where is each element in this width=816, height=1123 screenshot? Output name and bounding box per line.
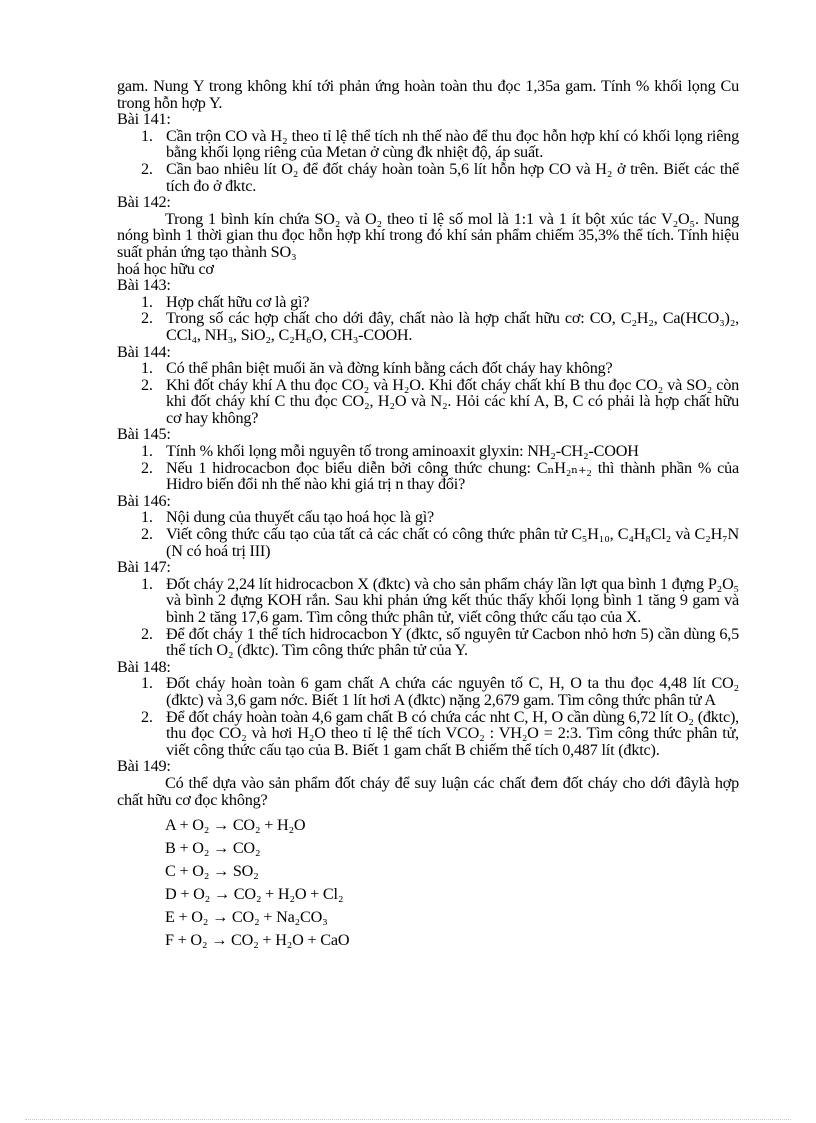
problem-144-item-1 — [117, 360, 739, 377]
problem-147-list — [117, 576, 739, 659]
problem-145-list — [117, 443, 739, 493]
item-number: 1. — [141, 674, 153, 693]
document-page — [117, 78, 739, 952]
item-number: 1. — [141, 442, 153, 461]
problem-141-title: Bài 141: — [117, 110, 171, 129]
item-text: Để đốt cháy hoàn toàn 4,6 gam chất B có chứa các nht C, H, O cần dùng 6,72 lít O₂ (đktc), thu đọc CO₂ và hơi H₂O theo tỉ lệ thể tích VCO₂ : VH₂O = 2:3. Tìm công thức phân tử, viết công thức cấu tạo của B. Biết 1 gam chất B chiếm thể tích 0,487 lít (đktc). — [166, 707, 739, 759]
problem-141-item-1 — [117, 128, 739, 161]
problem-144-list — [117, 360, 739, 426]
item-number: 2. — [141, 309, 153, 328]
equation: C + O₂ → SO₂ — [165, 862, 259, 881]
problem-145-title: Bài 145: — [117, 425, 171, 444]
item-number: 1. — [141, 574, 153, 593]
problem-148-title: Bài 148: — [117, 657, 171, 676]
item-text: Trong số các hợp chất cho dới đây, chất nào là hợp chất hữu cơ: CO, C₂H₂, Ca(HCO₃)₂, CCl₄, NH₃, SiO₂, C₂H₆O, CH₃-COOH. — [166, 309, 739, 344]
problem-141-item-2 — [117, 161, 739, 194]
item-text: Nội dung của thuyết cấu tạo hoá học là gì? — [166, 508, 435, 527]
item-number: 1. — [141, 126, 153, 145]
section-heading: hoá học hữu cơ — [117, 259, 214, 278]
item-text: Để đốt cháy 1 thể tích hidrocacbon Y (đktc, số nguyên tử Cacbon nhỏ hơn 5) cần dùng 6,5 thể tích O₂ (đktc). Tìm công thức phân tử của Y. — [166, 624, 739, 660]
problem-145-item-2 — [117, 460, 739, 493]
problem-142-text: Trong 1 bình kín chứa SO₂ và O₂ theo tỉ lệ số mol là 1:1 và 1 ít bột xúc tác V₂O₅. Nung nóng bình 1 thời gian thu đọc hỗn hợp khí trong đó khí sản phẩm chiếm 35,3% thể tích. Tính hiệu suất phản ứng tạo thành SO₃ — [117, 209, 739, 261]
equation-list — [117, 814, 739, 952]
problem-144-item-2 — [117, 377, 739, 427]
problem-145-item-1 — [117, 443, 739, 460]
item-number: 2. — [141, 624, 153, 643]
item-text: Cần bao nhiêu lít O₂ để đốt cháy hoàn toàn 5,6 lít hỗn hợp CO và H₂ ở trên. Biết các thể tích đo ở đktc. — [166, 159, 739, 195]
item-text: Hợp chất hữu cơ là gì? — [166, 292, 310, 311]
item-text: Khi đốt cháy khí A thu đọc CO₂ và H₂O. Khi đốt cháy chất khí B thu đọc CO₂ và SO₂ còn khi đốt cháy khí C thu đọc CO₂, H₂O và N₂. Hỏi các khí A, B, C có phải là hợp chất hữu cơ hay không? — [166, 375, 739, 427]
item-number: 2. — [141, 159, 153, 178]
item-number: 2. — [141, 375, 153, 394]
problem-141-list — [117, 128, 739, 194]
problem-147-item-2 — [117, 626, 739, 659]
item-text: Cần trộn CO và H₂ theo tỉ lệ thể tích nh thế nào để thu đọc hỗn hợp khí có khối lọng riêng bằng khối lọng riêng của Metan ở cùng đk nhiệt độ, áp suất. — [166, 126, 739, 162]
problem-149-text: Có thể dựa vào sản phẩm đốt cháy để suy luận các chất đem đốt cháy cho dới đâylà hợp chất hữu cơ đọc không? — [117, 773, 739, 809]
item-text: Nếu 1 hidrocacbon đọc biểu diễn bởi công thức chung: CₙH₂ₙ₊₂ thì thành phần % của Hidro biến đổi nh thế nào khi giá trị n thay đổi? — [166, 458, 739, 494]
problem-148-list — [117, 675, 739, 758]
item-text: Viết công thức cấu tạo của tất cả các chất có công thức phân tử C₅H₁₀, C₄H₈Cl₂ và C₂H₇N (N có hoá trị III) — [166, 525, 739, 560]
equation: E + O₂ → CO₂ + Na₂CO₃ — [165, 908, 328, 927]
problem-147-item-1 — [117, 576, 739, 626]
item-number: 2. — [141, 525, 153, 544]
item-number: 2. — [141, 707, 153, 726]
problem-146-item-1 — [117, 509, 739, 526]
problem-143-list — [117, 294, 739, 344]
problem-147-title: Bài 147: — [117, 558, 171, 577]
intro-paragraph: gam. Nung Y trong không khí tới phản ứng hoàn toàn thu đọc 1,35a gam. Tính % khối lọng Cu trong hỗn hợp Y. — [117, 77, 739, 112]
item-text: Có thể phân biệt muối ăn và đờng kính bằng cách đốt cháy hay không? — [166, 359, 613, 378]
problem-144-title: Bài 144: — [117, 342, 171, 361]
item-text: Tính % khối lọng mỗi nguyên tố trong aminoaxit glyxin: NH₂-CH₂-COOH — [166, 442, 639, 461]
equation: A + O₂ → CO₂ + H₂O — [165, 816, 306, 835]
problem-143-title: Bài 143: — [117, 276, 171, 295]
problem-142-title: Bài 142: — [117, 193, 171, 212]
problem-146-item-2 — [117, 526, 739, 559]
problem-148-item-2 — [117, 709, 739, 759]
item-text: Đốt cháy hoàn toàn 6 gam chất A chứa các nguyên tố C, H, O ta thu đọc 4,48 lít CO₂ (đktc) và 3,6 gam nớc. Biết 1 lít hơi A (đktc) nặng 2,679 gam. Tìm công thức phân tử A — [166, 674, 739, 709]
item-number: 1. — [141, 359, 153, 378]
problem-146-list — [117, 509, 739, 559]
problem-143-item-2 — [117, 310, 739, 343]
item-number: 1. — [141, 292, 153, 311]
problem-146-title: Bài 146: — [117, 491, 171, 510]
page-bottom-rule — [25, 1119, 791, 1120]
equation: F + O₂ → CO₂ + H₂O + CaO — [165, 931, 350, 950]
equation: B + O₂ → CO₂ — [165, 839, 261, 858]
problem-148-item-1 — [117, 675, 739, 708]
item-text: Đốt cháy 2,24 lít hidrocacbon X (đktc) và cho sản phẩm cháy lần lợt qua bình 1 đựng P₂O₅ và bình 2 đựng KOH rắn. Sau khi phản ứng kết thúc thấy khối lọng bình 1 tăng 9 gam và bình 2 tăng 17,6 gam. Tìm công thức phân tử, viết công thức cấu tạo của X. — [166, 574, 739, 626]
problem-143-item-1 — [117, 294, 739, 311]
item-number: 1. — [141, 508, 153, 527]
problem-149-title: Bài 149: — [117, 757, 171, 776]
item-number: 2. — [141, 458, 153, 477]
equation: D + O₂ → CO₂ + H₂O + Cl₂ — [165, 885, 344, 904]
